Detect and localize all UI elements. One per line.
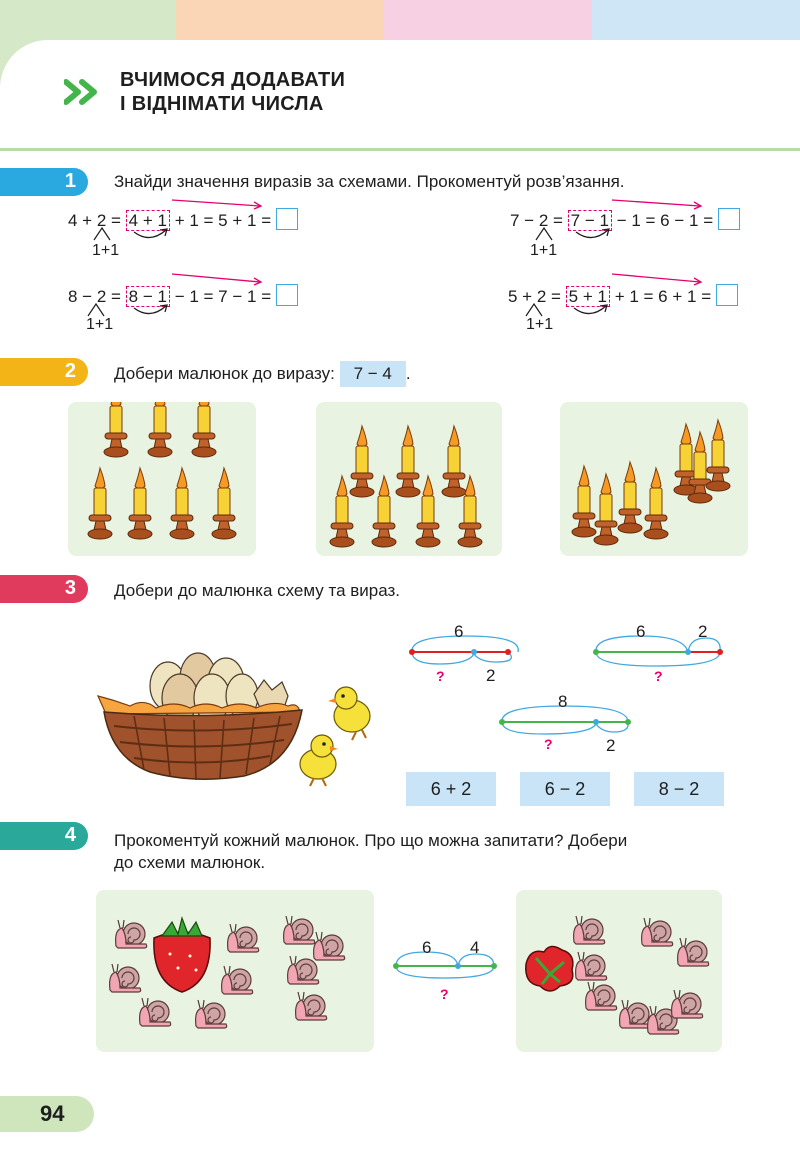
picture-snails-leaf xyxy=(516,890,722,1052)
title-line-1: ВЧИМОСЯ ДОДАВАТИ xyxy=(120,69,346,91)
task-2-period: . xyxy=(405,364,411,383)
task-1-number: 1 xyxy=(64,170,76,192)
task-4-number: 4 xyxy=(64,824,76,846)
task-1-expr-3-arrows xyxy=(60,266,320,326)
dashed-box: 7 − 1 xyxy=(568,210,612,231)
picture-candles-3 xyxy=(560,402,748,556)
scheme-2-top2: 2 xyxy=(698,622,708,641)
task-3-tab xyxy=(0,575,88,603)
expr-part: 5 + 2 = xyxy=(508,287,561,306)
task-2-text: Добери малюнок до виразу: xyxy=(114,364,335,383)
page-title xyxy=(120,68,345,116)
expr-part: 4 + 2 = xyxy=(68,211,121,230)
dashed-box: 4 + 1 xyxy=(126,210,170,231)
split-label: 1+1 xyxy=(86,316,114,333)
scheme-1-question: ? xyxy=(436,668,445,684)
scheme-1-top: 6 xyxy=(454,622,464,641)
scheme-task-4-top1: 6 xyxy=(422,938,432,957)
expression-option-3[interactable]: 8 − 2 xyxy=(634,772,724,806)
task-2-line xyxy=(114,361,411,387)
task-4-tab xyxy=(0,822,88,850)
task-2-tab xyxy=(0,358,88,386)
double-chevron-icon xyxy=(64,78,104,106)
expr-part: − 1 = 6 − 1 = xyxy=(616,211,714,230)
expr-part: + 1 = 5 + 1 = xyxy=(174,211,272,230)
expression-option-1[interactable]: 6 + 2 xyxy=(406,772,496,806)
picture-candles-1 xyxy=(68,402,256,556)
picture-snails-strawberry xyxy=(96,890,374,1052)
task-1-expr-1-arrows xyxy=(60,190,320,250)
candles-drawing-1 xyxy=(68,402,256,556)
scheme-task-4-question: ? xyxy=(440,986,449,1002)
split-label: 1+1 xyxy=(92,242,120,259)
candles-drawing-3 xyxy=(560,402,748,556)
scheme-1 xyxy=(400,622,530,688)
scheme-3-bottom: 2 xyxy=(606,736,616,755)
split-label: 1+1 xyxy=(526,316,554,333)
task-4-text xyxy=(114,830,774,874)
expression-value-box: 7 − 4 xyxy=(340,361,406,387)
task-3-number: 3 xyxy=(64,577,76,599)
scheme-task-4 xyxy=(390,936,502,992)
expr-part: 7 − 2 = xyxy=(510,211,563,230)
top-strip-green xyxy=(0,0,176,40)
snails-strawberry-drawing xyxy=(96,890,374,1052)
top-strip-pink xyxy=(384,0,592,40)
expression-option-2[interactable]: 6 − 2 xyxy=(520,772,610,806)
task-3-text: Добери до малюнка схему та вираз. xyxy=(114,581,401,600)
dashed-box: 5 + 1 xyxy=(566,286,610,307)
dashed-box: 8 − 1 xyxy=(126,286,170,307)
split-label: 1+1 xyxy=(530,242,558,259)
task-1-text: Знайди значення виразів за схемами. Прокоментуй розв’язання. xyxy=(114,172,625,191)
scheme-3-question: ? xyxy=(544,736,553,752)
scheme-2-top1: 6 xyxy=(636,622,646,641)
scheme-1-bottom: 2 xyxy=(486,666,496,685)
top-strip-blue xyxy=(592,0,800,40)
expr-part: 8 − 2 = xyxy=(68,287,121,306)
title-line-2: І ВІДНІМАТИ ЧИСЛА xyxy=(120,93,324,115)
snails-leaf-drawing xyxy=(516,890,722,1052)
top-strip-orange xyxy=(176,0,384,40)
task-2-number: 2 xyxy=(64,360,76,382)
task-4-text-line-2: до схеми малюнок. xyxy=(114,853,266,872)
task-1-expr-2-arrows xyxy=(500,190,760,250)
page-number: 94 xyxy=(40,1101,65,1126)
scheme-task-4-top2: 4 xyxy=(470,938,480,957)
task-4-text-line-1: Прокоментуй кожний малюнок. Про що можна запитати? Добери xyxy=(114,831,628,850)
expr-part: + 1 = 6 + 1 = xyxy=(614,287,712,306)
scheme-3-top: 8 xyxy=(558,692,568,711)
page-number-tab xyxy=(0,1096,94,1132)
scheme-2-question: ? xyxy=(654,668,663,684)
nest-with-eggs-illustration xyxy=(94,646,394,790)
candles-drawing-2 xyxy=(316,402,502,556)
expr-part: − 1 = 7 − 1 = xyxy=(174,287,272,306)
task-1-expr-4-arrows xyxy=(500,266,760,326)
picture-candles-2 xyxy=(316,402,502,556)
